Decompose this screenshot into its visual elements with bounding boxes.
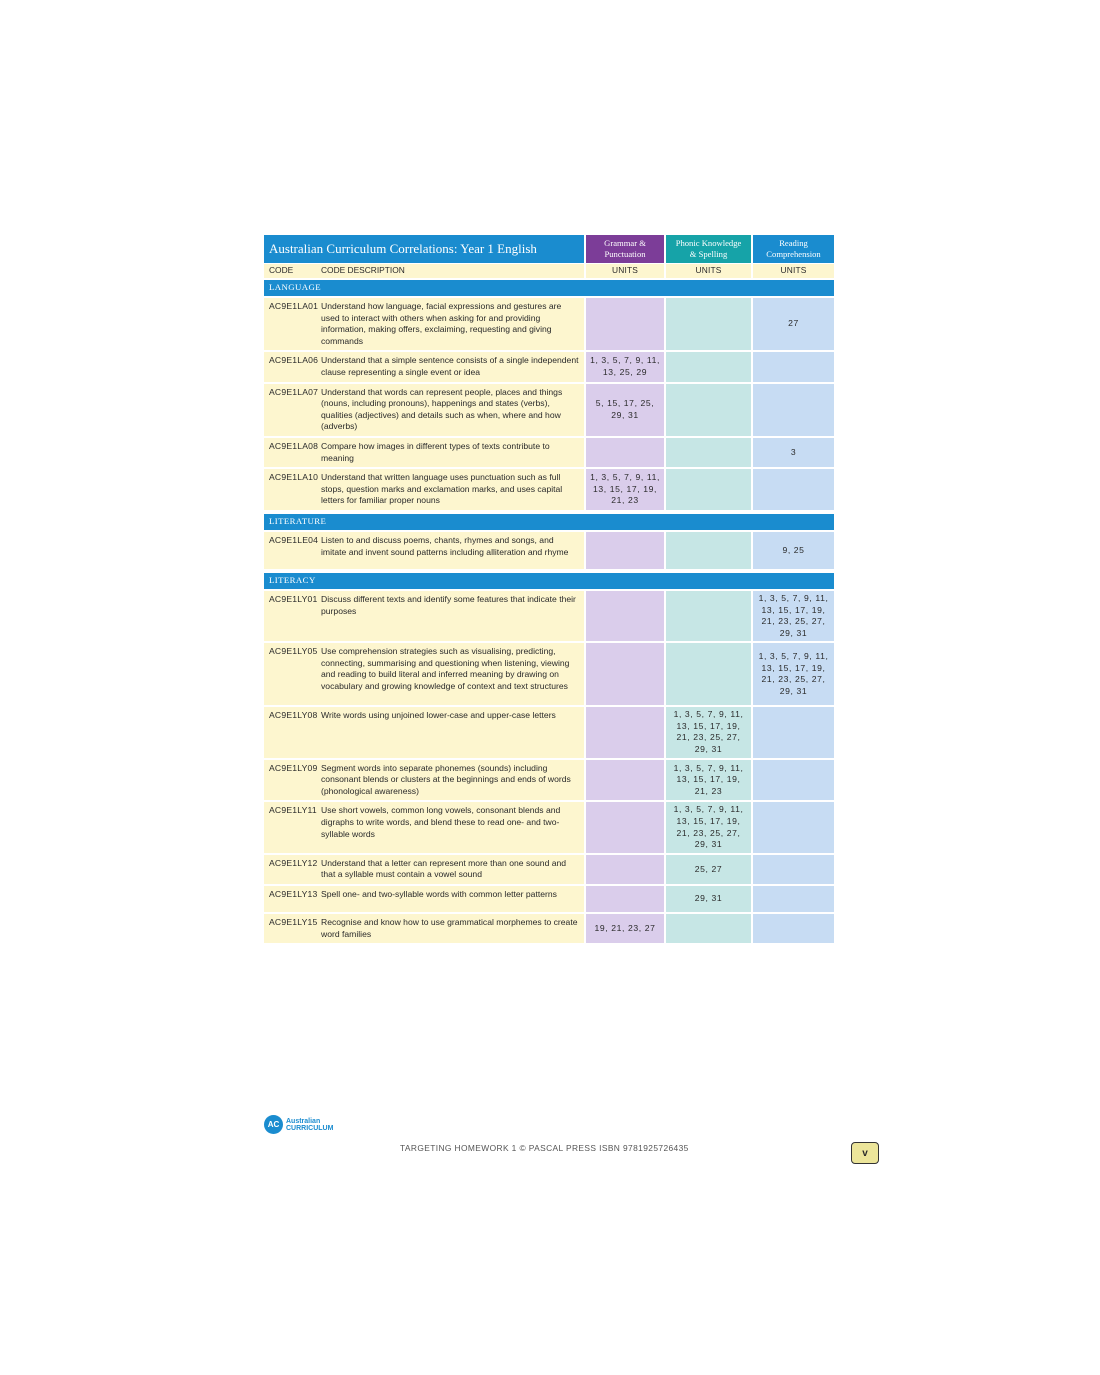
phonics-units-cell xyxy=(666,469,753,512)
grammar-units xyxy=(586,826,664,830)
table-row xyxy=(264,532,834,571)
subheader-row xyxy=(264,263,834,278)
reading-units-cell xyxy=(753,352,834,383)
table-row xyxy=(264,802,834,854)
phonics-units-cell xyxy=(666,384,753,438)
section-title: LITERACY xyxy=(264,571,834,591)
phonics-units xyxy=(666,408,751,412)
reading-units-cell xyxy=(753,591,834,643)
table-row xyxy=(264,591,834,643)
phonics-units-cell xyxy=(666,298,753,352)
reading-units-cell xyxy=(753,532,834,571)
table-row xyxy=(264,886,834,914)
table-title: Australian Curriculum Correlations: Year 1 English xyxy=(264,235,586,263)
phonics-units xyxy=(666,672,751,676)
section-header-row xyxy=(264,278,834,298)
grammar-units-cell xyxy=(586,591,666,643)
code-description-cell: Write words using unjoined lower-case and upper-case letters xyxy=(321,707,586,759)
units-label: UNITS xyxy=(666,263,753,278)
reading-units xyxy=(753,897,834,901)
grammar-units xyxy=(586,322,664,326)
grammar-units: 19, 21, 23, 27 xyxy=(594,922,656,933)
curriculum-code-cell: AC9E1LA01 xyxy=(264,298,321,352)
grammar-units-cell xyxy=(586,532,666,571)
grammar-units xyxy=(586,730,664,734)
phonics-units: 1, 3, 5, 7, 9, 11, 13, 15, 17, 19, 21, 23, 25, 27, 29, 31 xyxy=(673,804,744,850)
grammar-units xyxy=(586,614,664,618)
phonics-units-cell xyxy=(666,802,753,854)
reading-units xyxy=(753,365,834,369)
reading-units-cell xyxy=(753,886,834,914)
phonics-units xyxy=(666,614,751,618)
phonics-units xyxy=(666,365,751,369)
grammar-units: 1, 3, 5, 7, 9, 11, 13, 15, 17, 19, 21, 23 xyxy=(590,472,660,506)
units-label: UNITS xyxy=(586,263,666,278)
table-row xyxy=(264,914,834,945)
grammar-units-cell xyxy=(586,643,666,707)
phonics-units xyxy=(666,927,751,931)
code-description-cell: Understand that written language uses punctuation such as full stops, question marks and exclamation marks, and uses capital letters for familiar proper nouns xyxy=(321,469,586,512)
logo-line: Australian xyxy=(286,1117,321,1125)
code-description-cell: Segment words into separate phonemes (sounds) including consonant blends or clusters at the beginnings and ends of words (phonological awareness) xyxy=(321,760,586,803)
phonics-units: 1, 3, 5, 7, 9, 11, 13, 15, 17, 19, 21, 23, 25, 27, 29, 31 xyxy=(673,709,744,755)
phonics-units-cell xyxy=(666,352,753,383)
curriculum-code-cell: AC9E1LE04 xyxy=(264,532,321,571)
grammar-units xyxy=(586,778,664,782)
phonics-units: 25, 27 xyxy=(694,863,723,874)
phonics-units-cell xyxy=(666,886,753,914)
phonics-units xyxy=(666,451,751,455)
reading-units xyxy=(753,408,834,412)
section-header-row xyxy=(264,571,834,591)
curriculum-code-cell: AC9E1LY13 xyxy=(264,886,321,914)
reading-units: 3 xyxy=(790,446,797,457)
grammar-units xyxy=(586,451,664,455)
reading-units-cell xyxy=(753,707,834,759)
reading-units: 1, 3, 5, 7, 9, 11, 13, 15, 17, 19, 21, 23, 25, 27, 29, 31 xyxy=(758,592,829,638)
phonics-units-cell xyxy=(666,914,753,945)
correlations-table-container xyxy=(264,235,834,945)
table-row xyxy=(264,855,834,886)
page-number: v xyxy=(851,1142,879,1164)
grammar-units-cell xyxy=(586,855,666,886)
curriculum-code-cell: AC9E1LY11 xyxy=(264,802,321,854)
column-header-line: & Spelling xyxy=(689,249,728,259)
table-row xyxy=(264,760,834,803)
phonics-units xyxy=(666,322,751,326)
code-description-cell: Use comprehension strategies such as visualising, predicting, connecting, summarising and questioning when listening, viewing and reading to build literal and inferred meaning by drawing on vocabulary and growing knowledge of context and text structures xyxy=(321,643,586,707)
code-description-label: CODE DESCRIPTION xyxy=(321,263,586,278)
column-header-grammar xyxy=(586,235,666,263)
reading-units xyxy=(753,488,834,492)
grammar-units-cell xyxy=(586,384,666,438)
grammar-units-cell xyxy=(586,914,666,945)
code-description-cell: Recognise and know how to use grammatical morphemes to create word families xyxy=(321,914,586,945)
grammar-units-cell xyxy=(586,802,666,854)
reading-units xyxy=(753,826,834,830)
curriculum-code-cell: AC9E1LY09 xyxy=(264,760,321,803)
grammar-units-cell xyxy=(586,438,666,469)
reading-units xyxy=(753,927,834,931)
grammar-units-cell xyxy=(586,707,666,759)
grammar-units xyxy=(586,867,664,871)
table-row xyxy=(264,643,834,707)
reading-units-cell xyxy=(753,384,834,438)
phonics-units-cell xyxy=(666,438,753,469)
code-description-cell: Use short vowels, common long vowels, consonant blends and digraphs to write words, and blend these to read one- and two-syllable words xyxy=(321,802,586,854)
australian-curriculum-logo xyxy=(264,1115,333,1134)
phonics-units-cell xyxy=(666,855,753,886)
curriculum-code-cell: AC9E1LY12 xyxy=(264,855,321,886)
table-row xyxy=(264,298,834,352)
code-description-cell: Understand that words can represent people, places and things (nouns, including pronouns), happenings and states (verbs), qualities (adjectives) and details such as when, where and how (adverbs) xyxy=(321,384,586,438)
section-title: LANGUAGE xyxy=(264,278,834,298)
title-row xyxy=(264,235,834,263)
logo-line: CURRICULUM xyxy=(286,1124,334,1132)
units-label: UNITS xyxy=(753,263,834,278)
section-title: LITERATURE xyxy=(264,512,834,532)
footer-copyright: TARGETING HOMEWORK 1 © PASCAL PRESS ISBN 9781925726435 xyxy=(400,1143,689,1153)
phonics-units-cell xyxy=(666,591,753,643)
column-header-line: Punctuation xyxy=(604,249,646,259)
curriculum-code-cell: AC9E1LY08 xyxy=(264,707,321,759)
phonics-units-cell xyxy=(666,760,753,803)
column-header-phonics xyxy=(666,235,753,263)
reading-units xyxy=(753,867,834,871)
logo-mark-icon: AC xyxy=(264,1115,283,1134)
reading-units xyxy=(753,778,834,782)
column-header-line: Comprehension xyxy=(766,249,821,259)
curriculum-code-cell: AC9E1LA10 xyxy=(264,469,321,512)
code-description-cell: Understand that a letter can represent more than one sound and that a syllable must contain a vowel sound xyxy=(321,855,586,886)
reading-units xyxy=(753,730,834,734)
grammar-units: 5, 15, 17, 25, 29, 31 xyxy=(595,398,655,420)
code-description-cell: Spell one- and two-syllable words with common letter patterns xyxy=(321,886,586,914)
table-row xyxy=(264,438,834,469)
table-row xyxy=(264,352,834,383)
grammar-units-cell xyxy=(586,298,666,352)
reading-units-cell xyxy=(753,802,834,854)
reading-units-cell xyxy=(753,643,834,707)
reading-units-cell xyxy=(753,855,834,886)
reading-units: 9, 25 xyxy=(782,544,805,555)
reading-units-cell xyxy=(753,760,834,803)
column-header-reading xyxy=(753,235,834,263)
grammar-units: 1, 3, 5, 7, 9, 11, 13, 25, 29 xyxy=(590,355,660,377)
phonics-units xyxy=(666,488,751,492)
code-description-cell: Understand how language, facial expressions and gestures are used to interact with others when asking for and providing information, making offers, exclaiming, requesting and giving commands xyxy=(321,298,586,352)
code-description-cell: Understand that a simple sentence consists of a single independent clause representing a single event or idea xyxy=(321,352,586,383)
grammar-units xyxy=(586,548,664,552)
correlations-table xyxy=(264,235,834,945)
reading-units-cell xyxy=(753,298,834,352)
code-label: CODE xyxy=(264,263,321,278)
column-header-line: Grammar & xyxy=(604,238,646,248)
code-description-cell: Compare how images in different types of texts contribute to meaning xyxy=(321,438,586,469)
table-row xyxy=(264,469,834,512)
table-row xyxy=(264,707,834,759)
grammar-units-cell xyxy=(586,760,666,803)
grammar-units-cell xyxy=(586,469,666,512)
reading-units: 1, 3, 5, 7, 9, 11, 13, 15, 17, 19, 21, 23, 25, 27, 29, 31 xyxy=(758,651,829,696)
code-description-cell: Discuss different texts and identify some features that indicate their purposes xyxy=(321,591,586,643)
curriculum-code-cell: AC9E1LA08 xyxy=(264,438,321,469)
phonics-units-cell xyxy=(666,643,753,707)
grammar-units xyxy=(586,897,664,901)
reading-units-cell xyxy=(753,469,834,512)
table-row xyxy=(264,384,834,438)
phonics-units-cell xyxy=(666,707,753,759)
reading-units-cell xyxy=(753,914,834,945)
curriculum-code-cell: AC9E1LY05 xyxy=(264,643,321,707)
column-header-line: Reading xyxy=(779,238,808,248)
table-body xyxy=(264,278,834,945)
code-description-cell: Listen to and discuss poems, chants, rhymes and songs, and imitate and invent sound patterns including alliteration and rhyme xyxy=(321,532,586,571)
section-header-row xyxy=(264,512,834,532)
phonics-units-cell xyxy=(666,532,753,571)
phonics-units: 1, 3, 5, 7, 9, 11, 13, 15, 17, 19, 21, 23 xyxy=(673,762,744,796)
curriculum-code-cell: AC9E1LY01 xyxy=(264,591,321,643)
grammar-units xyxy=(586,672,664,676)
logo-text xyxy=(286,1118,333,1132)
reading-units-cell xyxy=(753,438,834,469)
phonics-units xyxy=(666,548,751,552)
grammar-units-cell xyxy=(586,886,666,914)
column-header-line: Phonic Knowledge xyxy=(675,238,742,248)
grammar-units-cell xyxy=(586,352,666,383)
curriculum-code-cell: AC9E1LA07 xyxy=(264,384,321,438)
phonics-units: 29, 31 xyxy=(694,893,723,904)
reading-units: 27 xyxy=(788,318,799,329)
curriculum-code-cell: AC9E1LA06 xyxy=(264,352,321,383)
curriculum-code-cell: AC9E1LY15 xyxy=(264,914,321,945)
